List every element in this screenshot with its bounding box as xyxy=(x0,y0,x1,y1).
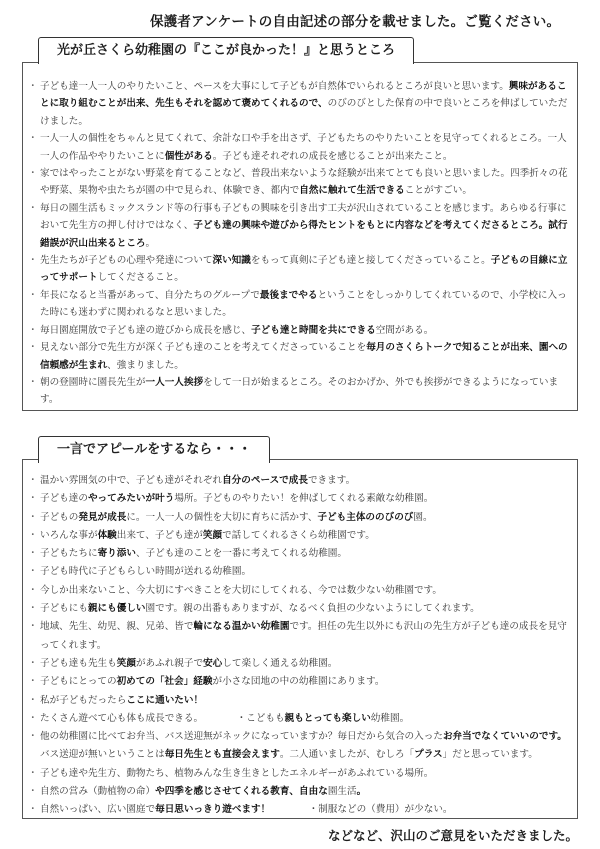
comment-emphasis: 一人一人挨拶 xyxy=(145,376,204,388)
comment-emphasis: 安心 xyxy=(203,657,223,669)
comment-emphasis: 毎日思いっきり遊べます！ xyxy=(155,804,271,816)
comment-text: 私が子どもだったら xyxy=(40,694,127,706)
comment-item xyxy=(31,472,569,490)
comment-item xyxy=(31,801,569,819)
comment-emphasis: 自然に触れて生活できる xyxy=(299,185,405,197)
comment-text: が小さな団地の中の幼稚園にあります。 xyxy=(212,676,385,688)
comment-emphasis: 自分のペースで成長 xyxy=(222,475,308,486)
comment-emphasis: 興味があることに取り組むことが出来、先生もそれを認めて褒めてくれるので、 xyxy=(40,81,567,110)
comment-text: 年長になると当番があって、自分たちのグループで xyxy=(40,289,260,301)
comment-text: バス送迎が無いということは xyxy=(40,749,165,761)
comment-text: 自然の営み（動植物の命） xyxy=(40,786,156,798)
comment-emphasis: 子どもの目線に立ってサポート xyxy=(40,255,568,284)
comment-text: 、強まりました。 xyxy=(107,359,184,371)
comment-item xyxy=(31,655,569,673)
comment-text: 温かい雰囲気の中で、子ども達がそれぞれ xyxy=(40,475,223,486)
comment-item xyxy=(31,783,569,801)
comment-item xyxy=(31,509,569,527)
comment-item xyxy=(31,618,569,655)
comment-text: をして一日が始まるところ。そのおかげか、外でも挨拶ができるようになっています。 xyxy=(40,376,559,406)
comment-text: をもって真剣に子ども達と接してくださっていること。 xyxy=(250,255,491,267)
comment-text: 園です。親の出番もありますが、なるべく負担の少ないようにしてくれます。 xyxy=(145,603,480,615)
comment-text: 毎日の園生活もミックスランド等の行事も子どもの興味を引き出す工夫が沢山されていることを感じます。あらゆる行事において先生方の押し付けではなく、 xyxy=(40,202,567,232)
section2-list xyxy=(31,472,569,820)
section1-title: 光が丘さくら幼稚園の『ここが良かった！』と思うところ xyxy=(38,37,414,64)
comment-item xyxy=(31,374,569,409)
comment-emphasis: 子ども主体ののびのび xyxy=(317,511,414,523)
comment-text: 自然いっぱい、広い園庭で xyxy=(40,804,156,816)
comment-text: 家ではやったことがない野菜を育てることなど、普段出来ないような経験が出来てとても良いと思いました。四季折々の花や野菜、果物や虫たちが園の中で見られ、体験でき、都内で xyxy=(40,168,568,197)
comment-emphasis: 親もとっても楽しい xyxy=(284,712,371,724)
comment-emphasis: 笑顔 xyxy=(202,529,223,541)
comment-item xyxy=(31,563,569,581)
comment-item xyxy=(31,545,569,563)
comment-text: 子どもにも xyxy=(40,603,88,615)
comment-text: ということをしっかりしてくれているので、小学校に入った時にも迷わずに関われるなと思いました。 xyxy=(40,289,567,319)
comment-emphasis: 毎月のさくらトークで知ることが出来、園への信頼感が生まれ xyxy=(40,342,568,371)
comment-emphasis: 体験 xyxy=(97,529,117,541)
comment-text: 子どもたちに xyxy=(40,548,98,560)
comment-emphasis: お弁当でなくていいのです。 xyxy=(442,731,567,743)
comment-item xyxy=(31,728,569,765)
comment-text: 地域、先生、幼児、親、兄弟、皆で xyxy=(40,621,194,633)
comment-item xyxy=(31,78,569,130)
comment-text: いろんな事が xyxy=(40,529,98,541)
comment-text: があふれ親子で xyxy=(135,657,204,669)
comment-item xyxy=(31,673,569,691)
comment-text: 。 xyxy=(145,237,156,249)
page-footer: などなど、沢山のご意見をいただきました。 xyxy=(327,828,578,843)
comment-emphasis: やってみたいが叶う xyxy=(87,493,175,505)
comment-text: 。子ども達それぞれの成長を感じることが出来たこと。 xyxy=(212,150,453,162)
comment-item xyxy=(31,165,569,200)
comment-text: たくさん遊べて心も体も成長できる。 ・こどもも xyxy=(40,712,285,724)
section1-list xyxy=(31,78,569,409)
comment-item xyxy=(31,600,569,618)
comment-text: 今しか出来ないこと、今大切にすべきことを大切にしてくれる、今では数少ない幼稚園です。 xyxy=(40,584,442,596)
comment-text: に。一人一人の個性を大切に育ちに活かす、 xyxy=(126,511,318,523)
comment-emphasis: プラス xyxy=(414,749,443,761)
comment-text: で話してくれるさくら幼稚園です。 xyxy=(222,529,375,541)
comment-text: 場所。子どものやりたい！を伸ばしてくれる素敵な幼稚園。 xyxy=(174,493,434,505)
comment-item xyxy=(31,130,569,165)
comment-item xyxy=(31,339,569,374)
comment-emphasis: 親にも優しい xyxy=(87,603,146,615)
comment-text: 子ども達も先生も xyxy=(40,657,117,669)
comment-text: 他の幼稚園に比べてお弁当、バス送迎無がネックになっていますか？毎日だから気合の入った xyxy=(40,731,443,743)
comment-emphasis: 。 xyxy=(356,786,367,798)
comment-text: 園。 xyxy=(413,511,433,523)
comment-text: 毎日園庭開放で子ども達の遊びから成長を感じ、 xyxy=(40,324,252,336)
comment-emphasis: 笑顔 xyxy=(116,657,136,669)
comment-text: 空間がある。 xyxy=(375,324,434,336)
comment-item xyxy=(31,527,569,545)
comment-emphasis: 初めての「社会」経験 xyxy=(116,676,213,688)
comment-emphasis: 個性がある xyxy=(164,150,213,162)
comment-item xyxy=(31,710,569,728)
comment-text: 子ども達や先生方、動物たち、植物みんな生き生きとしたエネルギーがあふれている場所。 xyxy=(40,767,434,779)
comment-text: 幼稚園。 xyxy=(370,712,410,724)
comment-text: 子どもにとっての xyxy=(40,676,117,688)
comment-item xyxy=(31,490,569,508)
comment-emphasis: ここに通いたい！ xyxy=(126,694,204,706)
page-header: 保護者アンケートの自由記述の部分を載せました。ご覧ください。 xyxy=(150,14,561,30)
comment-text: のびのびとした保育の中で良いところを伸ばしていただけました。 xyxy=(40,98,568,127)
comment-text: 朝の登園時に園長先生が xyxy=(40,376,146,388)
comment-text: です。担任の先生以外にも沢山の先生方が子ども達の成長を見守ってくれます。 xyxy=(40,621,567,651)
comment-text: 先生たちが子どもの心理や発達について xyxy=(40,255,213,267)
section2-panel xyxy=(22,459,578,819)
comment-text: 子ども達の xyxy=(40,493,88,505)
comment-text: 。二人通いましたが、むしろ「 xyxy=(279,749,415,761)
comment-text: 見えない部分で先生方が深く子ども達のことを考えてくださっていることを xyxy=(40,342,367,354)
comment-text: 子どもの xyxy=(40,511,79,523)
comment-emphasis: 発見が成長 xyxy=(78,511,127,523)
comment-text: 」だと思っています。 xyxy=(442,749,538,761)
comment-text: 園生活 xyxy=(327,786,357,798)
comment-text: して楽しく通える幼稚園。 xyxy=(222,657,338,669)
comment-emphasis: 子ども達と時間を共にできる xyxy=(251,324,376,336)
comment-text: 子ども達一人一人のやりたいこと、ペースを大事にして子どもが自然体でいられるところが良いと思います。 xyxy=(40,81,509,92)
comment-text: ことがすごい。 xyxy=(404,185,472,197)
comment-item xyxy=(31,200,569,252)
comment-item xyxy=(31,692,569,710)
comment-emphasis: 深い知識 xyxy=(212,255,251,267)
comment-text: ・制服などの（費用）が少ない。 xyxy=(270,804,453,816)
comment-text: 子ども時代に子どもらしい時間が送れる幼稚園。 xyxy=(40,566,252,578)
comment-item xyxy=(31,582,569,600)
comment-emphasis: や四季を感じさせてくれる教育、自由な xyxy=(155,786,328,798)
comment-item xyxy=(31,322,569,339)
comment-emphasis: 輪になる温かい幼稚園 xyxy=(193,621,290,633)
comment-text: 一人一人の個性をちゃんと見てくれて、余計な口や手を出さず、子どもたちのやりたいことを見守ってくれるところ。一人一人の作品ややりたいことに xyxy=(40,133,567,162)
section2-title: 一言でアピールをするなら・・・ xyxy=(38,436,270,463)
section1-panel xyxy=(22,62,578,411)
comment-item xyxy=(31,765,569,783)
comment-emphasis: 子ども達の興味や遊びから得たヒントをもとに内容などを考えてくださるところ。試行錯誤が沢山出来るところ xyxy=(40,220,568,249)
comment-text: できます。 xyxy=(307,475,356,486)
comment-item xyxy=(31,287,569,322)
comment-emphasis: 毎日先生とも直接会えます xyxy=(164,749,280,761)
comment-text: 出来て、子ども達が xyxy=(116,529,203,541)
comment-text: してくださること。 xyxy=(97,272,184,284)
comment-item xyxy=(31,252,569,287)
comment-text: 、子ども達のことを一番に考えてくれる幼稚園。 xyxy=(135,548,347,560)
comment-emphasis: 最後までやる xyxy=(259,289,318,301)
comment-emphasis: 寄り添い xyxy=(97,548,136,560)
